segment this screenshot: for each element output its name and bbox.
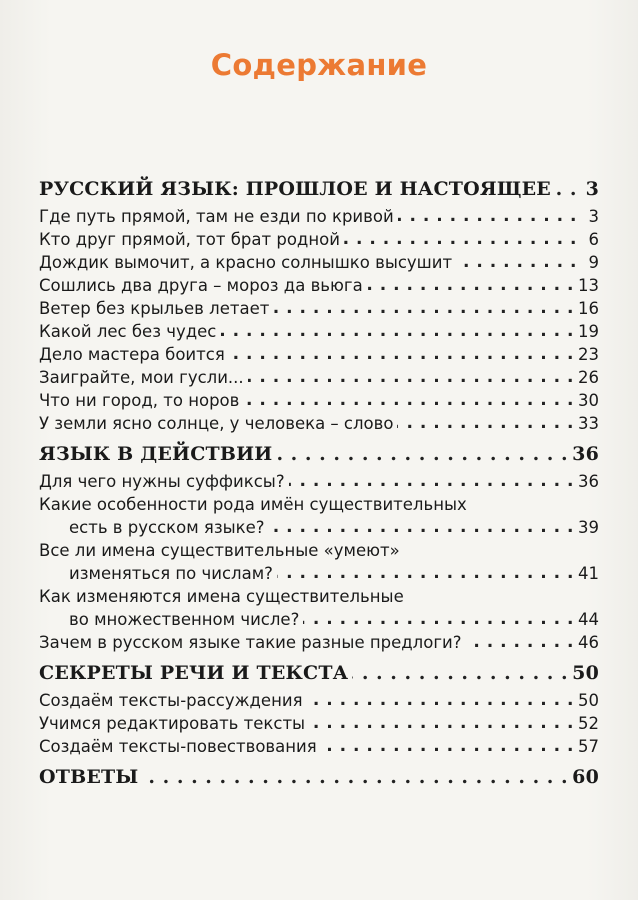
dot-leader bbox=[303, 608, 574, 631]
section-title: ОТВЕТЫ bbox=[39, 766, 139, 788]
dot-leader bbox=[321, 735, 574, 758]
toc-section[interactable] bbox=[39, 764, 599, 790]
page-title: Содержание bbox=[210, 48, 428, 82]
page-number: 3 bbox=[588, 207, 599, 226]
dot-leader bbox=[269, 516, 574, 539]
page-number: 36 bbox=[578, 472, 599, 491]
entry-title: Зачем в русском языке такие разные предлоги? bbox=[39, 633, 462, 652]
dot-leader bbox=[367, 274, 574, 297]
entry-title: Что ни город, то норов bbox=[39, 391, 240, 410]
page-number: 52 bbox=[578, 714, 599, 733]
entry-title-line2: есть в русском языке? bbox=[69, 518, 265, 537]
page-number: 19 bbox=[578, 322, 599, 341]
toc-entry[interactable] bbox=[39, 585, 599, 631]
page-number: 50 bbox=[572, 662, 599, 684]
dot-leader bbox=[248, 366, 574, 389]
toc-entry[interactable] bbox=[39, 539, 599, 585]
toc-entry[interactable] bbox=[39, 205, 599, 228]
page-number: 50 bbox=[578, 691, 599, 710]
entry-title: Для чего нужны суффиксы? bbox=[39, 472, 285, 491]
toc-entry[interactable] bbox=[39, 251, 599, 274]
section-title: СЕКРЕТЫ РЕЧИ И ТЕКСТА bbox=[39, 662, 349, 684]
dot-leader bbox=[352, 660, 568, 686]
toc-entry[interactable] bbox=[39, 470, 599, 493]
page-number: 46 bbox=[578, 633, 599, 652]
dot-leader bbox=[220, 320, 574, 343]
page-number: 9 bbox=[588, 253, 599, 272]
page-number: 26 bbox=[578, 368, 599, 387]
entry-title: Заиграйте, мои гусли... bbox=[39, 368, 244, 387]
dot-leader bbox=[277, 562, 574, 585]
page-number: 60 bbox=[572, 766, 599, 788]
page-number: 23 bbox=[578, 345, 599, 364]
section-title: ЯЗЫК В ДЕЙСТВИИ bbox=[39, 443, 273, 465]
entry-title: У земли ясно солнце, у человека – слово bbox=[39, 414, 394, 433]
dot-leader bbox=[309, 712, 574, 735]
table-of-contents bbox=[39, 176, 599, 790]
dot-leader bbox=[273, 297, 574, 320]
entry-title: Где путь прямой, там не езди по кривой bbox=[39, 207, 394, 226]
page-number: 44 bbox=[578, 610, 599, 629]
dot-leader bbox=[142, 764, 568, 790]
page-number: 33 bbox=[578, 414, 599, 433]
toc-entry[interactable] bbox=[39, 343, 599, 366]
page-number: 30 bbox=[578, 391, 599, 410]
dot-leader bbox=[243, 389, 574, 412]
page-number: 36 bbox=[572, 443, 599, 465]
toc-entry[interactable] bbox=[39, 389, 599, 412]
toc-entry[interactable] bbox=[39, 366, 599, 389]
toc-entry[interactable] bbox=[39, 689, 599, 712]
toc-entry[interactable] bbox=[39, 712, 599, 735]
section-title: РУССКИЙ ЯЗЫК: ПРОШЛОЕ И НАСТОЯЩЕЕ bbox=[39, 178, 551, 200]
page-number: 3 bbox=[585, 178, 599, 200]
page-number: 13 bbox=[578, 276, 599, 295]
toc-entry[interactable] bbox=[39, 228, 599, 251]
entry-title: Учимся редактировать тексты bbox=[39, 714, 306, 733]
entry-title-line1: Все ли имена существительные «умеют» bbox=[39, 541, 400, 560]
toc-entry[interactable] bbox=[39, 320, 599, 343]
page-number: 6 bbox=[588, 230, 599, 249]
toc-entry[interactable] bbox=[39, 412, 599, 435]
entry-title: Кто друг прямой, тот брат родной bbox=[39, 230, 340, 249]
entry-title-line1: Какие особенности рода имён существительных bbox=[39, 495, 467, 514]
entry-title: Создаём тексты-повествования bbox=[39, 737, 317, 756]
toc-entry[interactable] bbox=[39, 631, 599, 654]
toc-section[interactable] bbox=[39, 441, 599, 467]
dot-leader bbox=[397, 412, 574, 435]
entry-title: Ветер без крыльев летает bbox=[39, 299, 270, 318]
entry-title-line1: Как изменяются имена существительные bbox=[39, 587, 404, 606]
page-number: 39 bbox=[578, 518, 599, 537]
dot-leader bbox=[398, 205, 577, 228]
page-number: 57 bbox=[578, 737, 599, 756]
page-number: 41 bbox=[578, 564, 599, 583]
toc-entry[interactable] bbox=[39, 493, 599, 539]
dot-leader bbox=[229, 343, 574, 366]
toc-section[interactable] bbox=[39, 660, 599, 686]
dot-leader bbox=[307, 689, 574, 712]
dot-leader bbox=[344, 228, 577, 251]
entry-title-line2: во множественном числе? bbox=[69, 610, 300, 629]
toc-entry[interactable] bbox=[39, 297, 599, 320]
entry-title: Создаём тексты-рассуждения bbox=[39, 691, 303, 710]
entry-title: Дело мастера боится bbox=[39, 345, 225, 364]
entry-title: Дождик вымочит, а красно солнышко высушит bbox=[39, 253, 453, 272]
page-number: 16 bbox=[578, 299, 599, 318]
dot-leader bbox=[555, 176, 577, 202]
dot-leader bbox=[289, 470, 574, 493]
entry-title-line2: изменяться по числам? bbox=[69, 564, 273, 583]
dot-leader bbox=[456, 251, 577, 274]
entry-title: Какой лес без чудес bbox=[39, 322, 217, 341]
toc-section[interactable] bbox=[39, 176, 599, 202]
dot-leader bbox=[465, 631, 574, 654]
toc-entry[interactable] bbox=[39, 735, 599, 758]
entry-title: Сошлись два друга – мороз да вьюга bbox=[39, 276, 363, 295]
toc-entry[interactable] bbox=[39, 274, 599, 297]
dot-leader bbox=[276, 441, 568, 467]
